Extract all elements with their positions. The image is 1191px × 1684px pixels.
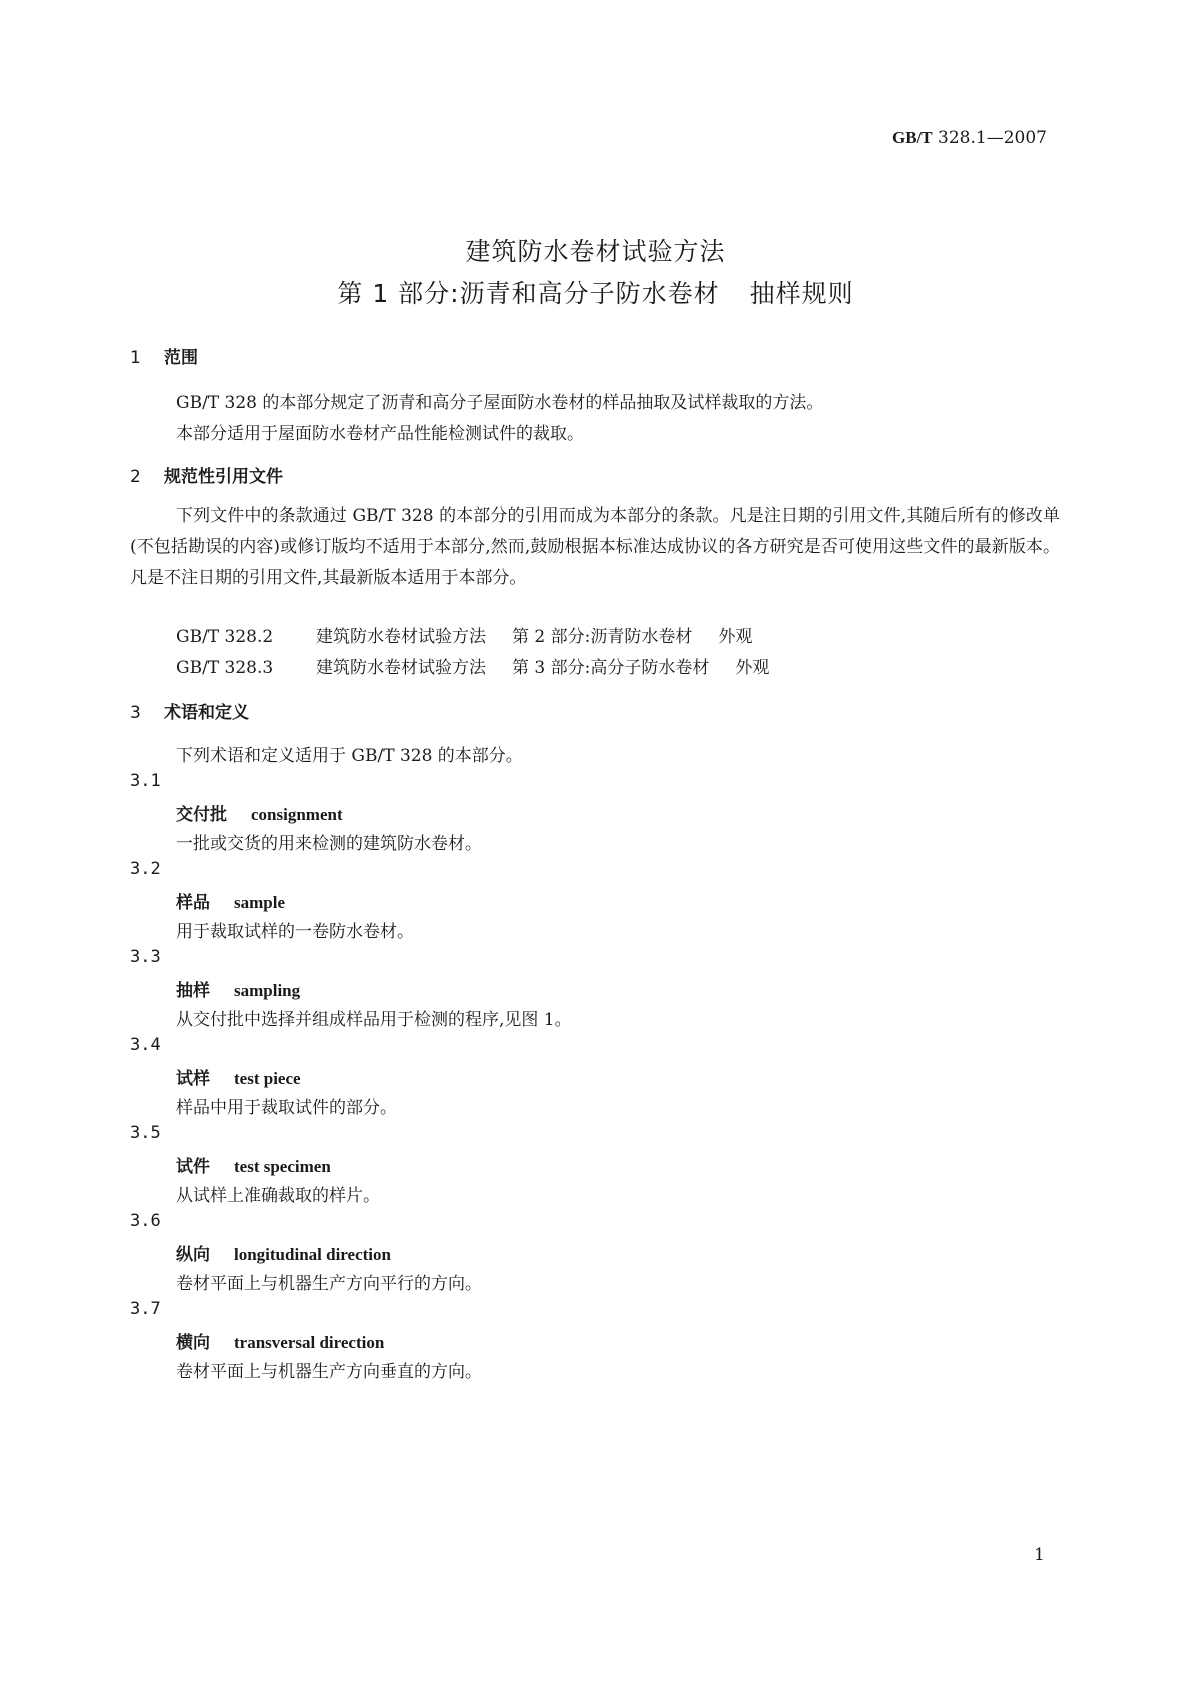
term-number: 3.3 — [130, 947, 161, 967]
term-heading — [176, 1240, 391, 1265]
term-zh: 抽样 — [176, 981, 210, 1001]
term-zh: 横向 — [176, 1333, 210, 1353]
reference-item — [176, 653, 769, 678]
section-3-heading — [130, 698, 249, 723]
section-1-paragraph-2: 本部分适用于屋面防水卷材产品性能检测试件的裁取。 — [176, 424, 584, 444]
reference-topic: 外观 — [735, 658, 770, 678]
term-en: test specimen — [234, 1157, 331, 1176]
term-en: consignment — [251, 805, 343, 824]
reference-code: GB/T 328.3 — [176, 658, 274, 678]
section-number: 1 — [130, 348, 141, 368]
page-number: 1 — [1034, 1545, 1045, 1565]
term-definition: 从交付批中选择并组成样品用于检测的程序,见图 1。 — [176, 1010, 572, 1030]
reference-code: GB/T 328.2 — [176, 627, 274, 647]
term-en: sampling — [234, 981, 301, 1000]
term-heading — [176, 1328, 384, 1353]
term-zh: 样品 — [176, 893, 210, 913]
section-number: 2 — [130, 467, 141, 487]
reference-title: 建筑防水卷材试验方法 — [316, 627, 486, 647]
standard-year: 328.1—2007 — [938, 128, 1047, 148]
term-definition: 一批或交货的用来检测的建筑防水卷材。 — [176, 834, 482, 854]
term-en: sample — [234, 893, 285, 912]
term-zh: 试件 — [176, 1157, 210, 1177]
document-title-line1: 建筑防水卷材试验方法 — [465, 237, 726, 266]
reference-part: 第 3 部分:高分子防水卷材 — [512, 658, 710, 678]
term-definition: 用于裁取试样的一卷防水卷材。 — [176, 922, 414, 942]
term-number: 3.7 — [130, 1299, 161, 1319]
term-zh: 试样 — [176, 1069, 210, 1089]
term-en: transversal direction — [234, 1333, 385, 1352]
title-subject: 抽样规则 — [749, 279, 854, 308]
term-heading — [176, 888, 285, 913]
reference-topic: 外观 — [718, 627, 753, 647]
reference-part: 第 2 部分:沥青防水卷材 — [512, 627, 693, 647]
term-number: 3.2 — [130, 859, 161, 879]
section-3-intro: 下列术语和定义适用于 GB/T 328 的本部分。 — [176, 746, 523, 766]
section-title: 规范性引用文件 — [164, 467, 283, 487]
term-heading — [176, 976, 300, 1001]
term-definition: 从试样上准确裁取的样片。 — [176, 1186, 380, 1206]
title-part: 第 1 部分:沥青和高分子防水卷材 — [337, 279, 720, 308]
section-1-paragraph-1: GB/T 328 的本部分规定了沥青和高分子屋面防水卷材的样品抽取及试样裁取的方法。 — [176, 393, 824, 413]
standard-number — [892, 128, 1047, 148]
term-number: 3.1 — [130, 771, 161, 791]
section-title: 术语和定义 — [164, 703, 249, 723]
term-zh: 交付批 — [176, 805, 227, 825]
term-en: longitudinal direction — [234, 1245, 391, 1264]
section-1-heading — [130, 343, 198, 368]
term-number: 3.6 — [130, 1211, 161, 1231]
document-title-line2 — [0, 274, 1191, 310]
section-title: 范围 — [164, 348, 198, 368]
term-heading — [176, 1064, 301, 1089]
reference-item — [176, 622, 752, 647]
term-number: 3.5 — [130, 1123, 161, 1143]
reference-title: 建筑防水卷材试验方法 — [316, 658, 486, 678]
term-definition: 卷材平面上与机器生产方向平行的方向。 — [176, 1274, 482, 1294]
term-heading — [176, 800, 343, 825]
section-number: 3 — [130, 703, 141, 723]
term-zh: 纵向 — [176, 1245, 210, 1265]
standard-code: GB/T — [892, 128, 933, 147]
section-2-paragraph: 下列文件中的条款通过 GB/T 328 的本部分的引用而成为本部分的条款。凡是注日期的引用文件,其随后所有的修改单(不包括勘误的内容)或修订版均不适用于本部分,然而,鼓励根据本标准达成协议的各方研究是否可使用这些文件的最新版本。凡是不注日期的引用文件,其最新版本适用于本部分。 — [130, 506, 1060, 588]
term-en: test piece — [234, 1069, 301, 1088]
term-heading — [176, 1152, 331, 1177]
term-definition: 卷材平面上与机器生产方向垂直的方向。 — [176, 1362, 482, 1382]
term-definition: 样品中用于裁取试件的部分。 — [176, 1098, 397, 1118]
term-number: 3.4 — [130, 1035, 161, 1055]
section-2-heading — [130, 462, 283, 487]
